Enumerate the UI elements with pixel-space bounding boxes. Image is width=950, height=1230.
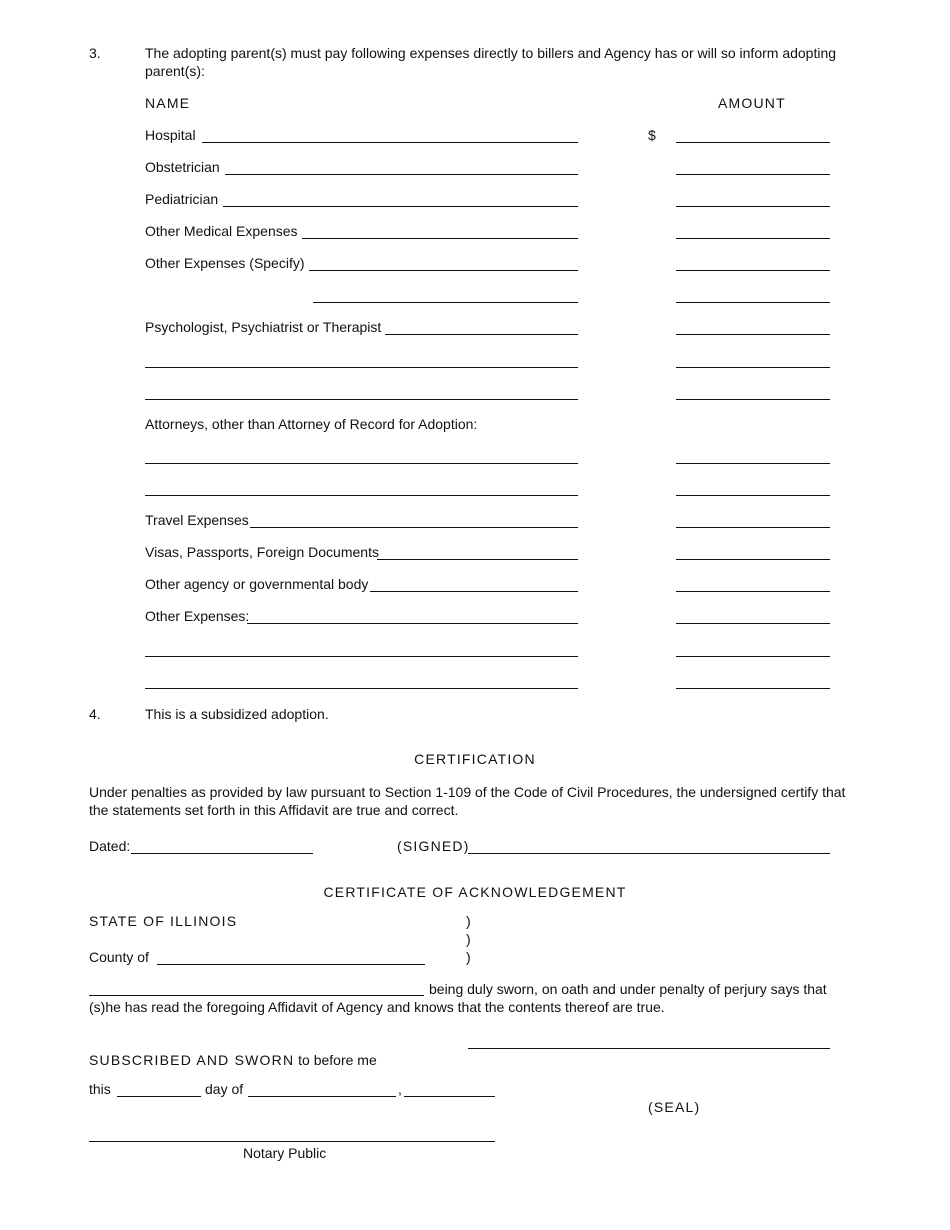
other-medical-name-field[interactable] — [302, 238, 578, 239]
item-3-text: The adopting parent(s) must pay following expenses directly to billers and Agency has or will so inform adopting parent(s): — [145, 45, 837, 79]
obstetrician-amount-field[interactable] — [676, 174, 830, 175]
hospital-label: Hospital — [145, 127, 196, 143]
notary-label: Notary Public — [243, 1145, 327, 1161]
other-medical-label: Other Medical Expenses — [145, 223, 298, 239]
acknowledgement-title: CERTIFICATE OF ACKNOWLEDGEMENT — [323, 884, 627, 900]
hospital-name-field[interactable] — [202, 142, 578, 143]
attorneys-amount-field-2[interactable] — [676, 495, 830, 496]
state-label: STATE OF ILLINOIS — [89, 913, 238, 929]
other-specify-name-field[interactable] — [309, 270, 578, 271]
hospital-amount-field[interactable] — [676, 142, 830, 143]
affiant-signature-field[interactable] — [468, 1048, 830, 1049]
day-of-label: day of — [205, 1081, 244, 1097]
subscribed-rest: to before me — [298, 1052, 377, 1068]
certification-title: CERTIFICATION — [414, 751, 536, 767]
other-expenses-amount-field-3[interactable] — [676, 688, 830, 689]
pediatrician-amount-field[interactable] — [676, 206, 830, 207]
paren-2: ) — [466, 931, 471, 947]
other-specify-label: Other Expenses (Specify) — [145, 255, 305, 271]
obstetrician-label: Obstetrician — [145, 159, 220, 175]
obstetrician-name-field[interactable] — [225, 174, 578, 175]
signed-label: (SIGNED) — [397, 838, 470, 854]
other-expenses-name-field-3[interactable] — [145, 688, 578, 689]
other-expenses-label: Other Expenses: — [145, 608, 250, 624]
visas-amount-field[interactable] — [676, 559, 830, 560]
other-specify-amount-field-2[interactable] — [676, 302, 830, 303]
visas-label: Visas, Passports, Foreign Documents — [145, 544, 379, 560]
dated-field[interactable] — [131, 853, 313, 854]
other-agency-name-field[interactable] — [370, 591, 578, 592]
this-label: this — [89, 1081, 111, 1097]
attorneys-amount-field[interactable] — [676, 463, 830, 464]
other-expenses-amount-field[interactable] — [676, 623, 830, 624]
attorneys-label: Attorneys, other than Attorney of Record for Adoption: — [145, 416, 478, 432]
dated-label: Dated: — [89, 838, 131, 854]
seal-label: (SEAL) — [648, 1099, 701, 1115]
sworn-text-2: (s)he has read the foregoing Affidavit of Agency and knows that the contents thereof are true. — [89, 999, 665, 1015]
paren-1: ) — [466, 913, 471, 929]
psych-name-field[interactable] — [385, 334, 578, 335]
attorneys-name-field-2[interactable] — [145, 495, 578, 496]
notary-signature-field[interactable] — [89, 1141, 495, 1142]
item-4-number: 4. — [89, 706, 101, 722]
other-specify-amount-field[interactable] — [676, 270, 830, 271]
other-agency-amount-field[interactable] — [676, 591, 830, 592]
item-4-text: This is a subsidized adoption. — [145, 706, 329, 722]
amount-column-header: AMOUNT — [718, 95, 786, 111]
other-expenses-name-field[interactable] — [247, 623, 578, 624]
psych-name-field-3[interactable] — [145, 399, 578, 400]
county-field[interactable] — [157, 964, 425, 965]
other-expenses-name-field-2[interactable] — [145, 656, 578, 657]
travel-amount-field[interactable] — [676, 527, 830, 528]
year-field[interactable] — [404, 1096, 495, 1097]
subscribed-caps: SUBSCRIBED AND SWORN — [89, 1052, 295, 1068]
travel-name-field[interactable] — [250, 527, 578, 528]
sworn-text-1: being duly sworn, on oath and under penalty of perjury says that — [429, 981, 827, 997]
psych-label: Psychologist, Psychiatrist or Therapist — [145, 319, 382, 335]
travel-label: Travel Expenses — [145, 512, 249, 528]
visas-name-field[interactable] — [377, 559, 578, 560]
other-agency-label: Other agency or governmental body — [145, 576, 369, 592]
psych-amount-field[interactable] — [676, 334, 830, 335]
item-3-number: 3. — [89, 45, 101, 61]
county-label: County of — [89, 949, 149, 965]
date-comma: , — [398, 1081, 402, 1097]
name-column-header: NAME — [145, 95, 191, 111]
attorneys-name-field[interactable] — [145, 463, 578, 464]
psych-amount-field-2[interactable] — [676, 367, 830, 368]
psych-amount-field-3[interactable] — [676, 399, 830, 400]
dollar-sign: $ — [648, 127, 656, 143]
other-medical-amount-field[interactable] — [676, 238, 830, 239]
signature-field[interactable] — [468, 853, 830, 854]
pediatrician-name-field[interactable] — [223, 206, 578, 207]
paren-3: ) — [466, 949, 471, 965]
day-field[interactable] — [117, 1096, 201, 1097]
psych-name-field-2[interactable] — [145, 367, 578, 368]
other-specify-name-field-2[interactable] — [313, 302, 578, 303]
certification-text: Under penalties as provided by law pursuant to Section 1-109 of the Code of Civil Procedures, the undersigned certify that the statements set forth in this Affidavit are true and correct. — [89, 784, 846, 818]
month-field[interactable] — [248, 1096, 396, 1097]
pediatrician-label: Pediatrician — [145, 191, 219, 207]
subscribed-line — [89, 1052, 377, 1068]
other-expenses-amount-field-2[interactable] — [676, 656, 830, 657]
affiant-name-field[interactable] — [89, 995, 424, 996]
